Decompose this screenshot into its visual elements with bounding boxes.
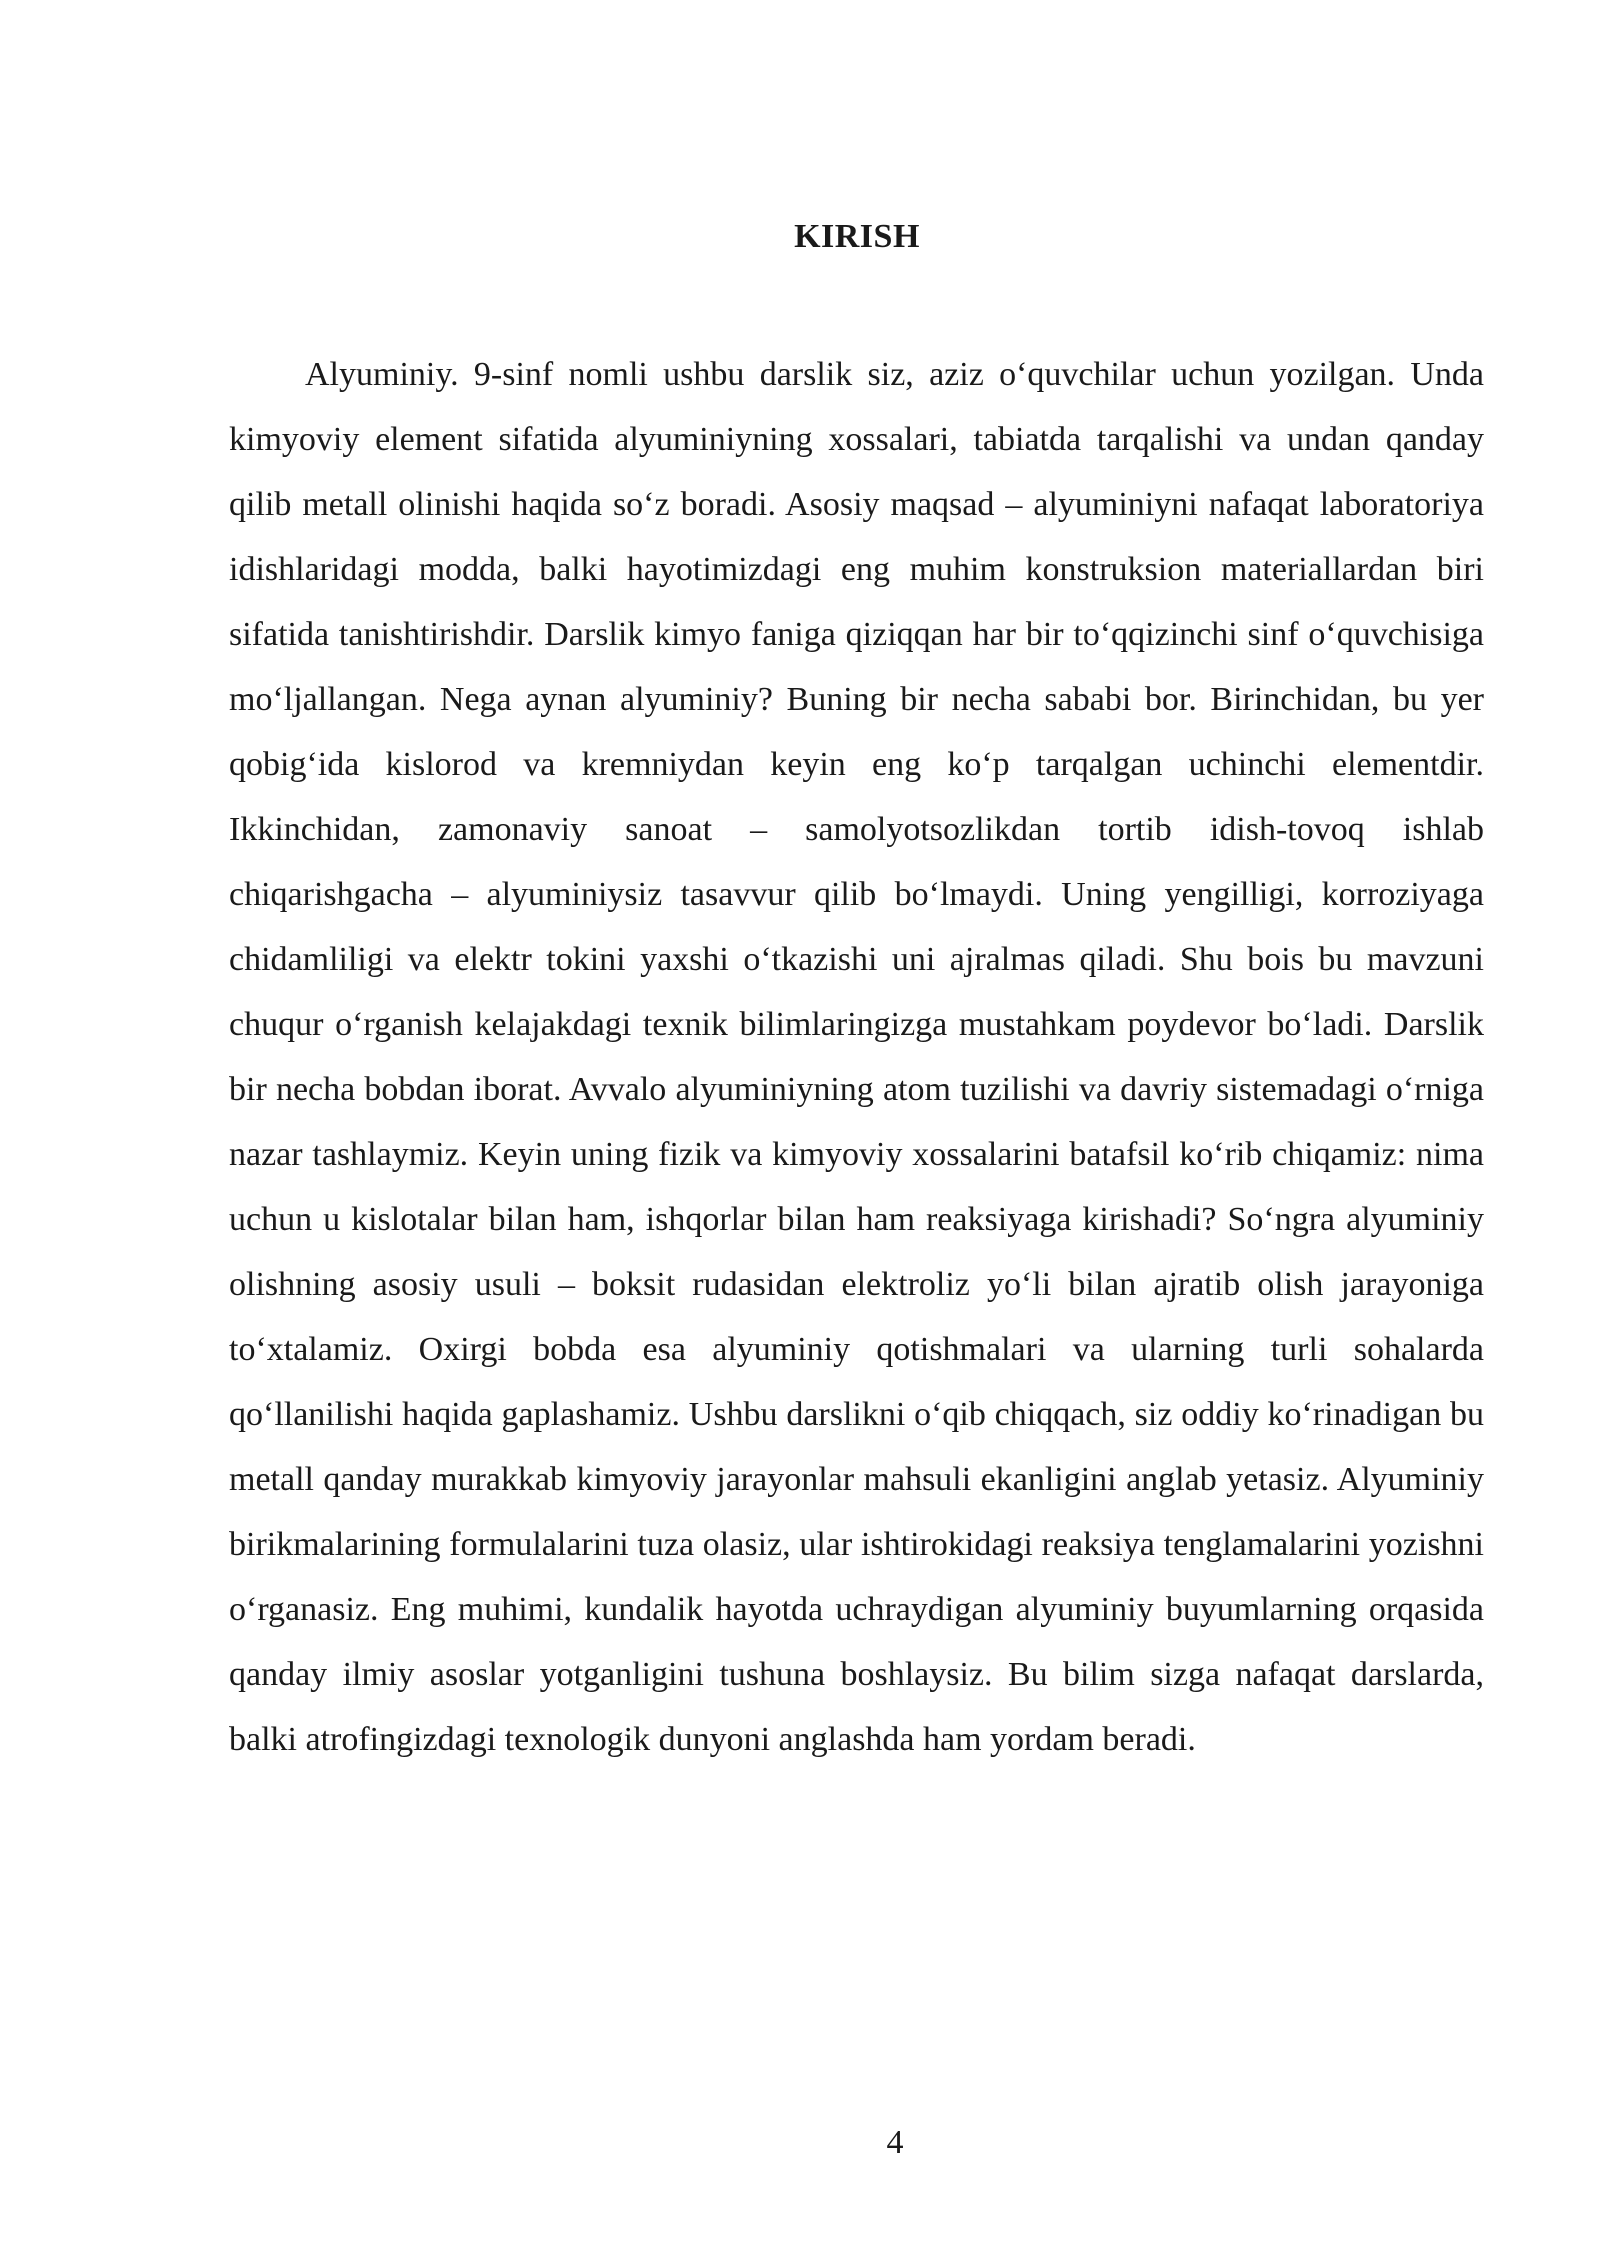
page-number: 4 <box>886 2124 904 2161</box>
page-title: KIRISH <box>794 218 920 255</box>
body-paragraph: Alyuminiy. 9-sinf nomli ushbu darslik siz, aziz o‘quvchilar uchun yozilgan. Unda kimyoviy element sifatida alyuminiyning xossalari, tabiatda tarqalishi va undan qanday qilib metall olinishi haqida so‘z boradi. Asosiy maqsad – alyuminiyni nafaqat laboratoriya idishlaridagi modda, balki hayotimizdagi eng muhim konstruksion materiallardan biri sifatida tanishtirishdir. Darslik kimyo faniga qiziqqan har bir to‘qqizinchi sinf o‘quvchisiga mo‘ljallangan. Nega aynan alyuminiy? Buning bir necha sababi bor. Birinchidan, bu yer qobig‘ida kislorod va kremniydan keyin eng ko‘p tarqalgan uchinchi elementdir. Ikkinchidan, zamonaviy sanoat – samolyotsozlikdan tortib idish-tovoq ishlab chiqarishgacha – alyuminiysiz tasavvur qilib bo‘lmaydi. Uning yengilligi, korroziyaga chidamliligi va elektr tokini yaxshi o‘tkazishi uni ajralmas qiladi. Shu bois bu mavzuni chuqur o‘rganish kelajakdagi texnik bilimlaringizga mustahkam poydevor bo‘ladi. Darslik bir necha bobdan iborat. Avvalo alyuminiyning atom tuzilishi va davriy sistemadagi o‘rniga nazar tashlaymiz. Keyin uning fizik va kimyoviy xossalarini batafsil ko‘rib chiqamiz: nima uchun u kislotalar bilan ham, ishqorlar bilan ham reaksiyaga kirishadi? So‘ngra alyuminiy olishning asosiy usuli – boksit rudasidan elektroliz yo‘li bilan ajratib olish jarayoniga to‘xtalamiz. Oxirgi bobda esa alyuminiy qotishmalari va ularning turli sohalarda qo‘llanilishi haqida gaplashamiz. Ushbu darslikni o‘qib chiqqach, siz oddiy ko‘rinadigan bu metall qanday murakkab kimyoviy jarayonlar mahsuli ekanligini anglab yetasiz. Alyuminiy birikmalarining formulalarini tuza olasiz, ular ishtirokidagi reaksiya tenglamalarini yozishni o‘rganasiz. Eng muhimi, kundalik hayotda uchraydigan alyuminiy buyumlarning orqasida qanday ilmiy asoslar yotganligini tushuna boshlaysiz. Bu bilim sizga nafaqat darslarda, balki atrofingizdagi texnologik dunyoni anglashda ham yordam beradi. <box>229 356 1484 1758</box>
